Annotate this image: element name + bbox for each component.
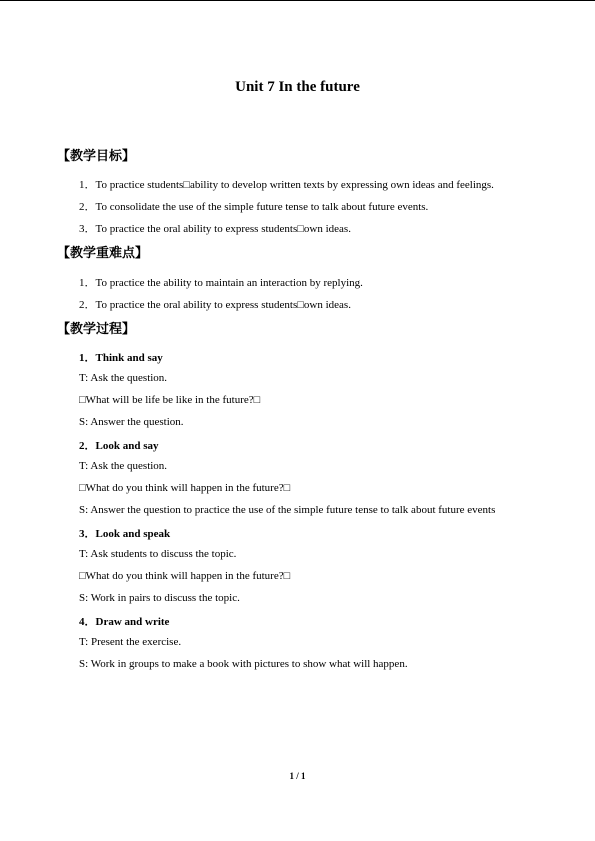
step-heading: 2．Look and say — [79, 440, 159, 452]
keypoints-heading: 【教学重难点】 — [57, 246, 149, 261]
objective-item: 1．To practice students□ability to develop written texts by expressing own ideas and feelings. — [79, 179, 494, 191]
process-line: S: Answer the question to practice the use of the simple future tense to talk about future events — [79, 504, 496, 516]
objective-item: 2．To consolidate the use of the simple future tense to talk about future events. — [79, 201, 429, 213]
process-line: □What do you think will happen in the future?□ — [79, 570, 291, 582]
top-border — [0, 0, 595, 1]
objectives-heading: 【教学目标】 — [57, 149, 136, 164]
process-line: □What will be life be like in the future?□ — [79, 394, 261, 406]
step-heading: 4．Draw and write — [79, 616, 170, 628]
process-line: T: Ask students to discuss the topic. — [79, 548, 237, 560]
process-line: □What do you think will happen in the future?□ — [79, 482, 291, 494]
process-line: T: Ask the question. — [79, 460, 168, 472]
process-line: S: Answer the question. — [79, 416, 184, 428]
step-heading: 1．Think and say — [79, 352, 163, 364]
objective-item: 3．To practice the oral ability to express students□own ideas. — [79, 223, 351, 235]
process-line: S: Work in pairs to discuss the topic. — [79, 592, 240, 604]
process-line: S: Work in groups to make a book with pictures to show what will happen. — [79, 658, 408, 670]
process-heading: 【教学过程】 — [57, 322, 136, 337]
process-line: T: Ask the question. — [79, 372, 168, 384]
step-heading: 3．Look and speak — [79, 528, 171, 540]
page-number: 1 / 1 — [289, 771, 306, 781]
document-title: Unit 7 In the future — [235, 79, 360, 95]
process-line: T: Present the exercise. — [79, 636, 182, 648]
keypoint-item: 2．To practice the oral ability to express students□own ideas. — [79, 299, 351, 311]
keypoint-item: 1．To practice the ability to maintain an interaction by replying. — [79, 277, 363, 289]
